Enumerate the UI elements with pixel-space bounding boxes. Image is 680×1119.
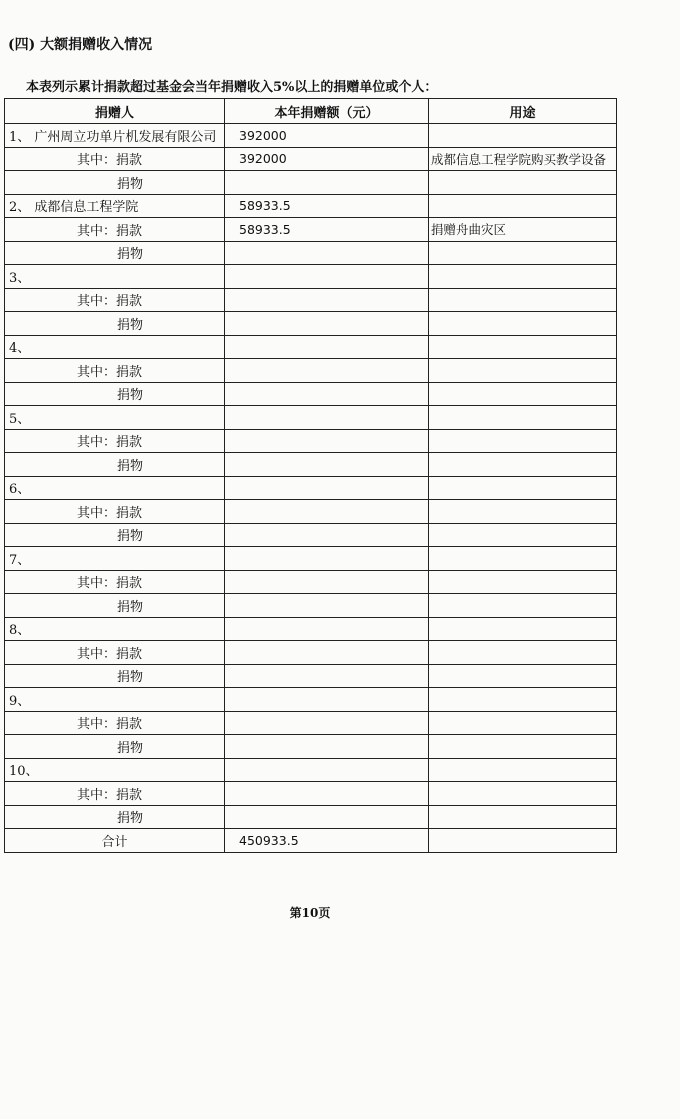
cash-amount — [225, 570, 429, 594]
cash-label: 其中：捐款 — [5, 218, 225, 242]
cash-purpose — [429, 641, 617, 665]
goods-row — [5, 312, 617, 336]
goods-row — [5, 241, 617, 265]
donor-purpose — [429, 758, 617, 782]
goods-label: 捐物 — [5, 594, 225, 618]
entry-index: 7、 — [9, 552, 31, 568]
donor-purpose — [429, 265, 617, 289]
donor-amount — [225, 265, 429, 289]
donor-purpose — [429, 617, 617, 641]
entry-index: 6、 — [9, 482, 31, 498]
donor-name: 广州周立功单片机发展有限公司 — [34, 129, 217, 145]
cash-label: 其中：捐款 — [5, 147, 225, 171]
donor-purpose — [429, 688, 617, 712]
donor-row — [5, 617, 617, 641]
cash-row — [5, 218, 617, 242]
goods-amount — [225, 594, 429, 618]
entry-index: 3、 — [9, 270, 31, 286]
cash-label: 其中：捐款 — [5, 711, 225, 735]
donor-cell — [5, 194, 225, 218]
cash-label: 其中：捐款 — [5, 429, 225, 453]
donor-purpose — [429, 124, 617, 148]
donor-cell — [5, 265, 225, 289]
cash-purpose — [429, 429, 617, 453]
entry-index: 8、 — [9, 623, 31, 639]
donor-amount — [225, 758, 429, 782]
goods-purpose — [429, 523, 617, 547]
section-title: (四) 大额捐赠收入情况 — [8, 37, 153, 53]
cash-amount: 392000 — [225, 147, 429, 171]
goods-amount — [225, 241, 429, 265]
goods-purpose — [429, 805, 617, 829]
cash-row — [5, 500, 617, 524]
goods-purpose — [429, 594, 617, 618]
donor-amount: 58933.5 — [225, 194, 429, 218]
header-donor: 捐赠人 — [5, 99, 225, 124]
cash-row — [5, 429, 617, 453]
goods-amount — [225, 382, 429, 406]
entry-index: 5、 — [9, 411, 31, 427]
donor-row — [5, 688, 617, 712]
goods-label: 捐物 — [5, 523, 225, 547]
header-amount: 本年捐赠额（元） — [225, 99, 429, 124]
goods-row — [5, 382, 617, 406]
table-body — [5, 124, 617, 829]
cash-label: 其中：捐款 — [5, 641, 225, 665]
goods-label: 捐物 — [5, 312, 225, 336]
goods-label: 捐物 — [5, 171, 225, 195]
donor-amount — [225, 476, 429, 500]
large-donations-table — [4, 98, 617, 853]
goods-purpose — [429, 171, 617, 195]
donor-row — [5, 335, 617, 359]
total-amount: 450933.5 — [225, 829, 429, 853]
goods-row — [5, 171, 617, 195]
goods-amount — [225, 171, 429, 195]
cash-amount — [225, 288, 429, 312]
cash-row — [5, 359, 617, 383]
donor-name: 成都信息工程学院 — [34, 200, 139, 216]
donor-amount — [225, 335, 429, 359]
cash-purpose — [429, 570, 617, 594]
donor-cell — [5, 335, 225, 359]
donor-row — [5, 265, 617, 289]
goods-purpose — [429, 735, 617, 759]
donor-amount: 392000 — [225, 124, 429, 148]
entry-index: 1、 — [9, 129, 31, 145]
cash-row — [5, 288, 617, 312]
goods-amount — [225, 312, 429, 336]
cash-purpose — [429, 500, 617, 524]
donor-cell — [5, 547, 225, 571]
donor-amount — [225, 617, 429, 641]
cash-purpose — [429, 359, 617, 383]
goods-purpose — [429, 453, 617, 477]
donor-cell — [5, 688, 225, 712]
goods-purpose — [429, 312, 617, 336]
cash-label: 其中：捐款 — [5, 359, 225, 383]
total-row — [5, 829, 617, 853]
donor-purpose — [429, 476, 617, 500]
goods-amount — [225, 735, 429, 759]
goods-row — [5, 523, 617, 547]
goods-row — [5, 453, 617, 477]
total-label: 合计 — [5, 829, 225, 853]
goods-label: 捐物 — [5, 453, 225, 477]
donor-row — [5, 547, 617, 571]
goods-amount — [225, 664, 429, 688]
cash-row — [5, 147, 617, 171]
goods-label: 捐物 — [5, 664, 225, 688]
donor-row — [5, 476, 617, 500]
entry-index: 2、 — [9, 200, 31, 216]
cash-label: 其中：捐款 — [5, 288, 225, 312]
donor-purpose — [429, 335, 617, 359]
donor-amount — [225, 688, 429, 712]
goods-purpose — [429, 664, 617, 688]
table-header-row — [5, 99, 617, 124]
header-purpose: 用途 — [429, 99, 617, 124]
goods-row — [5, 735, 617, 759]
cash-purpose — [429, 782, 617, 806]
page-number: 第10页 — [289, 906, 331, 920]
total-purpose — [429, 829, 617, 853]
donor-cell — [5, 124, 225, 148]
cash-amount — [225, 500, 429, 524]
cash-row — [5, 641, 617, 665]
cash-label: 其中：捐款 — [5, 500, 225, 524]
donor-cell — [5, 617, 225, 641]
donor-row — [5, 758, 617, 782]
cash-amount — [225, 359, 429, 383]
goods-label: 捐物 — [5, 241, 225, 265]
cash-purpose — [429, 288, 617, 312]
donor-purpose — [429, 194, 617, 218]
donor-cell — [5, 758, 225, 782]
cash-amount — [225, 782, 429, 806]
cash-row — [5, 782, 617, 806]
goods-row — [5, 664, 617, 688]
goods-row — [5, 805, 617, 829]
cash-amount — [225, 429, 429, 453]
entry-index: 4、 — [9, 341, 31, 357]
cash-amount — [225, 711, 429, 735]
donor-purpose — [429, 547, 617, 571]
donor-cell — [5, 406, 225, 430]
cash-amount: 58933.5 — [225, 218, 429, 242]
cash-purpose — [429, 711, 617, 735]
goods-purpose — [429, 241, 617, 265]
cash-row — [5, 711, 617, 735]
goods-amount — [225, 453, 429, 477]
donor-row — [5, 194, 617, 218]
goods-label: 捐物 — [5, 805, 225, 829]
goods-row — [5, 594, 617, 618]
cash-row — [5, 570, 617, 594]
goods-purpose — [429, 382, 617, 406]
donor-row — [5, 124, 617, 148]
goods-label: 捐物 — [5, 735, 225, 759]
goods-amount — [225, 523, 429, 547]
cash-label: 其中：捐款 — [5, 570, 225, 594]
cash-amount — [225, 641, 429, 665]
goods-amount — [225, 805, 429, 829]
donor-amount — [225, 547, 429, 571]
cash-purpose: 成都信息工程学院购买教学设备 — [429, 147, 617, 171]
cash-label: 其中：捐款 — [5, 782, 225, 806]
entry-index: 9、 — [9, 693, 31, 709]
donor-cell — [5, 476, 225, 500]
entry-index: 10、 — [9, 764, 39, 780]
donor-purpose — [429, 406, 617, 430]
cash-purpose: 捐赠舟曲灾区 — [429, 218, 617, 242]
table-intro: 本表列示累计捐款超过基金会当年捐赠收入5%以上的捐赠单位或个人： — [26, 80, 438, 95]
donor-row — [5, 406, 617, 430]
goods-label: 捐物 — [5, 382, 225, 406]
donor-amount — [225, 406, 429, 430]
